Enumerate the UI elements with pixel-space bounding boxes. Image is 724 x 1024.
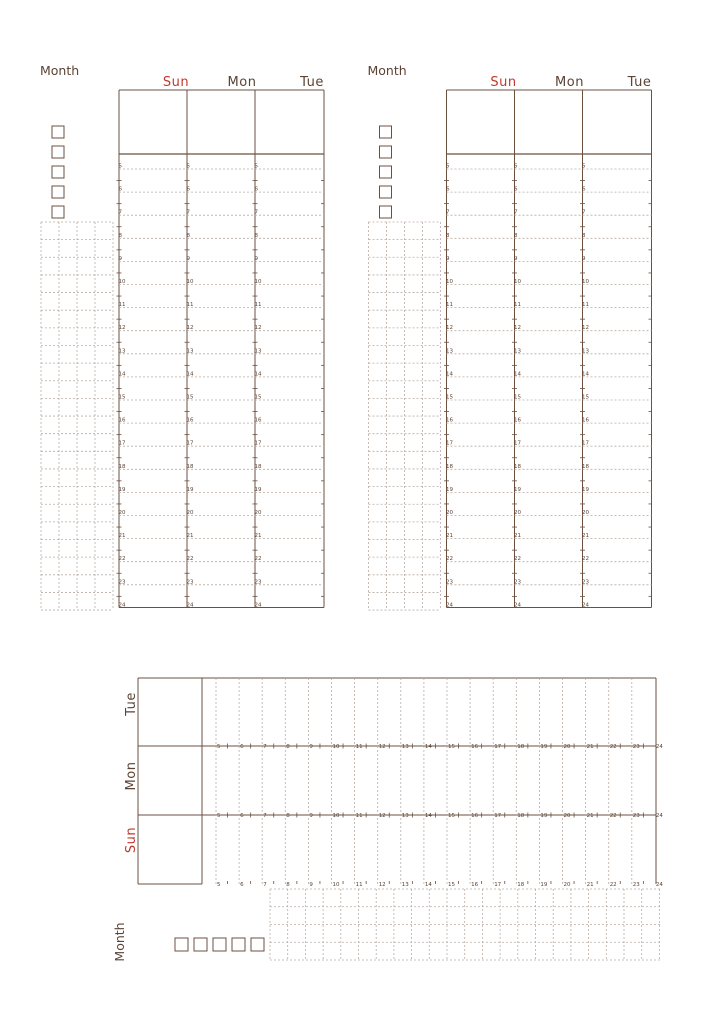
hour-label: 9 xyxy=(446,255,450,262)
hour-label: 23 xyxy=(582,579,589,586)
hour-label: 6 xyxy=(186,186,190,193)
hour-label: 14 xyxy=(446,371,453,378)
hour-label: 22 xyxy=(609,744,617,750)
hour-label: 5 xyxy=(186,163,190,170)
hour-label: 5 xyxy=(514,163,518,170)
hour-label: 12 xyxy=(514,325,521,332)
planner-right xyxy=(368,63,652,610)
hour-label: 12 xyxy=(186,325,194,332)
planner-left xyxy=(40,63,324,610)
hour-label: 12 xyxy=(378,813,386,819)
hour-label: 10 xyxy=(514,279,521,285)
hour-label: 7 xyxy=(514,209,518,216)
hour-label: 23 xyxy=(632,744,640,750)
day-header-sun: Sun xyxy=(124,826,139,854)
hour-label: 11 xyxy=(355,744,363,750)
hour-label: 6 xyxy=(254,186,258,193)
hour-label: 11 xyxy=(355,882,363,888)
hour-label: 22 xyxy=(118,556,126,563)
hour-label: 20 xyxy=(118,510,126,516)
hour-label: 13 xyxy=(118,348,126,355)
hour-label: 12 xyxy=(118,325,126,332)
month-label: Month xyxy=(112,922,127,962)
hour-label: 23 xyxy=(632,882,640,888)
task-checkbox[interactable] xyxy=(380,206,392,218)
hour-label: 5 xyxy=(446,163,450,170)
hour-label: 7 xyxy=(446,209,450,216)
hour-label: 21 xyxy=(586,882,594,888)
hour-label: 10 xyxy=(118,279,126,285)
hour-label: 7 xyxy=(254,209,258,216)
hour-label: 18 xyxy=(582,463,589,470)
hour-label: 17 xyxy=(494,882,502,888)
hour-label: 19 xyxy=(186,486,194,493)
hour-label: 19 xyxy=(582,486,589,493)
hour-label: 14 xyxy=(254,371,262,378)
hour-label: 15 xyxy=(186,394,194,401)
hour-label: 8 xyxy=(582,232,586,239)
hour-label: 21 xyxy=(582,533,589,540)
hour-label: 19 xyxy=(540,813,548,819)
hour-label: 8 xyxy=(286,813,290,819)
hour-label: 12 xyxy=(254,325,262,332)
hour-label: 12 xyxy=(378,744,386,750)
hour-label: 9 xyxy=(186,255,190,262)
hour-label: 20 xyxy=(254,510,262,516)
day-header-mon: Mon xyxy=(555,75,584,90)
hour-label: 9 xyxy=(309,744,313,750)
hour-label: 24 xyxy=(446,602,453,609)
hour-label: 23 xyxy=(118,579,126,586)
hour-label: 13 xyxy=(514,348,521,355)
hour-label: 24 xyxy=(655,882,663,888)
hour-label: 21 xyxy=(586,813,594,819)
hour-label: 6 xyxy=(118,186,122,193)
hour-label: 15 xyxy=(582,394,589,401)
day-header-sun: Sun xyxy=(162,75,190,90)
hour-label: 16 xyxy=(582,417,589,424)
task-checkbox[interactable] xyxy=(175,938,188,951)
hour-label: 17 xyxy=(186,440,194,447)
hour-label: 19 xyxy=(254,486,262,493)
hour-label: 14 xyxy=(582,371,589,378)
month-label: Month xyxy=(40,63,80,78)
hour-label: 11 xyxy=(582,302,589,309)
hour-label: 13 xyxy=(582,348,589,355)
hour-label: 15 xyxy=(448,882,455,888)
hour-label: 20 xyxy=(563,813,571,819)
hour-label: 5 xyxy=(118,163,122,170)
hour-label: 17 xyxy=(494,813,502,819)
hour-label: 14 xyxy=(424,813,432,819)
task-checkbox[interactable] xyxy=(213,938,226,951)
hour-label: 20 xyxy=(563,744,571,750)
task-checkbox[interactable] xyxy=(52,186,64,198)
hour-label: 21 xyxy=(254,533,262,540)
hour-label: 15 xyxy=(118,394,126,401)
hour-label: 12 xyxy=(378,882,386,888)
hour-label: 9 xyxy=(309,882,313,888)
hour-label: 7 xyxy=(582,209,586,216)
hour-label: 7 xyxy=(263,882,267,888)
notes-grid xyxy=(369,222,441,610)
hour-label: 14 xyxy=(118,371,126,378)
hour-label: 14 xyxy=(424,744,432,750)
hour-label: 16 xyxy=(446,417,453,424)
hour-label: 21 xyxy=(586,744,594,750)
hour-label: 6 xyxy=(446,186,450,193)
hour-label: 16 xyxy=(471,813,479,819)
hour-label: 24 xyxy=(655,744,663,750)
hour-label: 8 xyxy=(254,232,258,239)
hour-label: 7 xyxy=(263,813,267,819)
hour-label: 15 xyxy=(254,394,262,401)
hour-label: 22 xyxy=(609,813,617,819)
hour-label: 16 xyxy=(471,882,479,888)
hour-label: 8 xyxy=(514,232,518,239)
task-checkbox[interactable] xyxy=(380,166,392,178)
hour-label: 22 xyxy=(609,882,617,888)
hour-label: 5 xyxy=(254,163,258,170)
hour-label: 10 xyxy=(254,279,262,285)
hour-label: 6 xyxy=(582,186,586,193)
hour-label: 8 xyxy=(186,232,190,239)
hour-label: 13 xyxy=(186,348,194,355)
hour-label: 12 xyxy=(582,325,589,332)
task-checkbox[interactable] xyxy=(380,126,392,138)
day-header-tue: Tue xyxy=(300,75,324,90)
hour-label: 23 xyxy=(446,579,453,586)
hour-label: 9 xyxy=(309,813,313,819)
hour-label: 9 xyxy=(582,255,586,262)
task-checkbox[interactable] xyxy=(232,938,245,951)
hour-label: 8 xyxy=(286,744,290,750)
hour-label: 15 xyxy=(448,744,455,750)
hour-label: 19 xyxy=(118,486,126,493)
day-header-sun: Sun xyxy=(490,75,517,90)
hour-label: 18 xyxy=(517,744,525,750)
hour-label: 11 xyxy=(446,302,453,309)
hour-label: 18 xyxy=(254,463,262,470)
day-header-tue: Tue xyxy=(627,75,652,90)
notes-grid xyxy=(41,222,113,610)
task-checkbox[interactable] xyxy=(52,166,64,178)
hour-label: 7 xyxy=(186,209,190,216)
hour-label: 13 xyxy=(446,348,453,355)
hour-label: 5 xyxy=(217,744,221,750)
hour-label: 19 xyxy=(514,486,521,493)
hour-label: 7 xyxy=(118,209,122,216)
hour-label: 18 xyxy=(118,463,126,470)
hour-label: 9 xyxy=(118,255,122,262)
hour-label: 24 xyxy=(514,602,521,609)
hour-label: 14 xyxy=(424,882,432,888)
task-checkbox[interactable] xyxy=(52,126,64,138)
hour-label: 7 xyxy=(263,744,267,750)
hour-label: 13 xyxy=(401,744,409,750)
hour-label: 10 xyxy=(582,279,589,285)
hour-label: 13 xyxy=(254,348,262,355)
hour-label: 10 xyxy=(332,882,340,888)
task-checkbox[interactable] xyxy=(380,146,392,158)
day-header-mon: Mon xyxy=(124,761,139,791)
hour-label: 13 xyxy=(401,882,409,888)
hour-label: 16 xyxy=(471,744,479,750)
hour-label: 24 xyxy=(254,602,262,609)
hour-label: 19 xyxy=(446,486,453,493)
hour-label: 20 xyxy=(514,510,521,516)
hour-label: 20 xyxy=(186,510,194,516)
hour-label: 21 xyxy=(186,533,194,540)
hour-label: 22 xyxy=(186,556,194,563)
hour-label: 12 xyxy=(446,325,453,332)
hour-label: 16 xyxy=(514,417,521,424)
hour-label: 18 xyxy=(517,813,525,819)
task-checkbox[interactable] xyxy=(251,938,264,951)
task-checkbox[interactable] xyxy=(52,206,64,218)
hour-label: 15 xyxy=(446,394,453,401)
hour-label: 17 xyxy=(446,440,453,447)
hour-label: 6 xyxy=(240,813,244,819)
hour-label: 17 xyxy=(254,440,262,447)
hour-label: 22 xyxy=(446,556,453,563)
hour-label: 11 xyxy=(514,302,521,309)
hour-label: 14 xyxy=(186,371,194,378)
hour-label: 11 xyxy=(355,813,363,819)
hour-label: 20 xyxy=(446,510,453,516)
hour-label: 21 xyxy=(118,533,126,540)
hour-label: 18 xyxy=(517,882,525,888)
hour-label: 24 xyxy=(186,602,194,609)
hour-label: 24 xyxy=(655,813,663,819)
hour-label: 8 xyxy=(286,882,290,888)
hour-label: 10 xyxy=(446,279,453,285)
hour-label: 19 xyxy=(540,882,548,888)
hour-label: 17 xyxy=(514,440,521,447)
hour-label: 6 xyxy=(240,744,244,750)
hour-label: 16 xyxy=(118,417,126,424)
hour-label: 22 xyxy=(254,556,262,563)
hour-label: 21 xyxy=(514,533,521,540)
hour-label: 14 xyxy=(514,371,521,378)
hour-label: 17 xyxy=(118,440,126,447)
hour-label: 23 xyxy=(632,813,640,819)
month-label: Month xyxy=(367,63,407,78)
hour-label: 10 xyxy=(332,744,340,750)
day-header-tue: Tue xyxy=(124,692,139,716)
hour-label: 11 xyxy=(254,302,262,309)
hour-label: 8 xyxy=(118,232,122,239)
day-header-mon: Mon xyxy=(227,75,257,90)
hour-label: 24 xyxy=(118,602,126,609)
hour-label: 9 xyxy=(254,255,258,262)
hour-label: 11 xyxy=(118,302,126,309)
hour-label: 22 xyxy=(582,556,589,563)
hour-label: 19 xyxy=(540,744,548,750)
hour-label: 18 xyxy=(514,463,521,470)
hour-label: 5 xyxy=(582,163,586,170)
hour-label: 15 xyxy=(448,813,455,819)
notes-grid xyxy=(270,889,660,960)
hour-label: 6 xyxy=(514,186,518,193)
hour-label: 5 xyxy=(217,882,221,888)
hour-label: 11 xyxy=(186,302,194,309)
hour-label: 18 xyxy=(186,463,194,470)
hour-label: 16 xyxy=(254,417,262,424)
hour-label: 23 xyxy=(186,579,194,586)
hour-label: 8 xyxy=(446,232,450,239)
hour-label: 10 xyxy=(332,813,340,819)
planner-bottom xyxy=(112,678,663,962)
hour-label: 18 xyxy=(446,463,453,470)
task-checkbox[interactable] xyxy=(194,938,207,951)
hour-label: 15 xyxy=(514,394,521,401)
hour-label: 23 xyxy=(514,579,521,586)
task-checkbox[interactable] xyxy=(380,186,392,198)
hour-label: 20 xyxy=(582,510,589,516)
hour-label: 10 xyxy=(186,279,194,285)
hour-label: 20 xyxy=(563,882,571,888)
hour-label: 23 xyxy=(254,579,262,586)
hour-label: 16 xyxy=(186,417,194,424)
hour-label: 9 xyxy=(514,255,518,262)
hour-label: 24 xyxy=(582,602,589,609)
hour-label: 13 xyxy=(401,813,409,819)
hour-label: 5 xyxy=(217,813,221,819)
hour-label: 17 xyxy=(494,744,502,750)
hour-label: 21 xyxy=(446,533,453,540)
hour-label: 6 xyxy=(240,882,244,888)
task-checkbox[interactable] xyxy=(52,146,64,158)
hour-label: 17 xyxy=(582,440,589,447)
hour-label: 22 xyxy=(514,556,521,563)
